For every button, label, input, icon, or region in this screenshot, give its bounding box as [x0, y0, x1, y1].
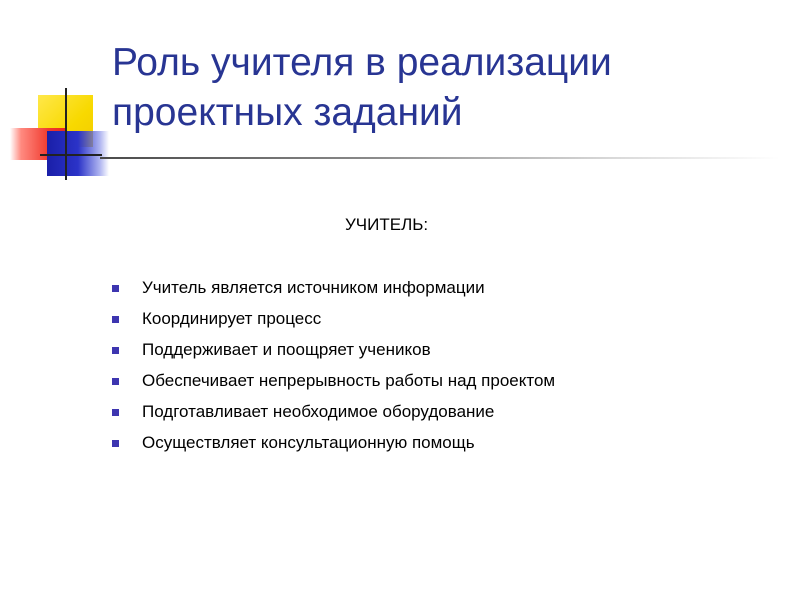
square-bullet-icon: [112, 440, 119, 447]
slide-subheading: УЧИТЕЛЬ:: [345, 215, 429, 234]
square-bullet-icon: [112, 347, 119, 354]
bullet-item: [112, 340, 555, 371]
bullet-item: [112, 309, 555, 340]
bullet-item: [112, 402, 555, 433]
slide-title: Роль учителя в реализации проектных заданий: [112, 41, 612, 134]
bullet-text: Поддерживает и поощряет учеников: [142, 340, 431, 359]
bullet-list: [112, 278, 555, 464]
square-bullet-icon: [112, 409, 119, 416]
bullet-text: Учитель является источником информации: [142, 278, 485, 297]
bullet-text: Обеспечивает непрерывность работы над проектом: [142, 371, 556, 390]
bullet-item: [112, 371, 555, 402]
title-divider: [100, 157, 780, 159]
square-bullet-icon: [112, 285, 119, 292]
bullet-text: Подготавливает необходимое оборудование: [142, 402, 495, 421]
bullet-item: [112, 433, 555, 464]
logo-horizontal-line: [40, 154, 102, 156]
bullet-text: Координирует процесс: [142, 309, 322, 328]
logo-vertical-line: [65, 88, 67, 180]
square-bullet-icon: [112, 316, 119, 323]
square-bullet-icon: [112, 378, 119, 385]
bullet-text: Осуществляет консультационную помощь: [142, 433, 475, 452]
bullet-item: [112, 278, 555, 309]
colored-squares-logo: [0, 0, 120, 190]
